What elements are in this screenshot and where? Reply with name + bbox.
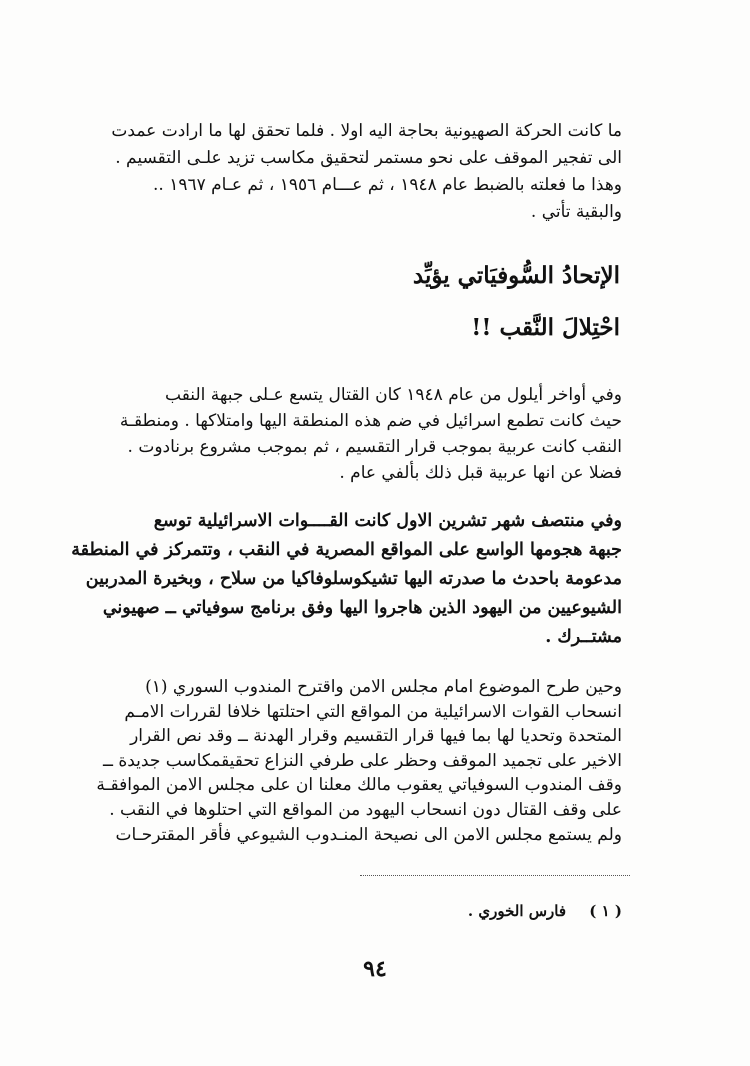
text-line: الاخير على تجميد الموقف وحظر على طرفي النزاع تحقيقمكاسب جديدة ــ bbox=[102, 750, 622, 771]
paragraph-security-council bbox=[96, 675, 622, 847]
paragraph-september bbox=[119, 382, 622, 486]
footnote-marker: ( ١ ) bbox=[589, 902, 622, 920]
page-number: ٩٤ bbox=[363, 956, 387, 982]
text-line: والبقية تأتي . bbox=[530, 202, 622, 222]
section-heading-line-1: الإتحادُ السُّوفيَاتي يؤيِّد bbox=[412, 262, 620, 289]
text-line: المتحدة وتحديا لها بما فيها قرار التقسيم وقرار الهدنة ــ وقد نص القرار bbox=[130, 726, 622, 747]
text-line: ولم يستمع مجلس الامن الى نصيحة المنـدوب الشيوعي فأقر المقترحـات bbox=[115, 824, 622, 845]
text-line: فضلا عن انها عربية قبل ذلك بألفي عام . bbox=[339, 463, 622, 483]
section-heading-line-2: احْتِلالَ النَّقب !! bbox=[471, 314, 620, 341]
text-line: وقف المندوب السوفياتي يعقوب مالك معلنا ان على مجلس الامن الموافقـة bbox=[96, 775, 622, 796]
text-line: وحين طرح الموضوع امام مجلس الامن واقترح المندوب السوري (١) bbox=[145, 677, 622, 697]
text-line: وفي منتصف شهر تشرين الاول كانت القــــوات الاسرائيلية توسع bbox=[153, 511, 622, 531]
text-line: ما كانت الحركة الصهيونية بحاجة اليه اولا . فلما تحقق لها ما ارادت عمدت bbox=[111, 121, 622, 141]
footnote bbox=[468, 902, 622, 920]
text-line: وهذا ما فعلته بالضبط عام ١٩٤٨ ، ثم عـــام ١٩٥٦ ، ثم عـام ١٩٦٧ .. bbox=[152, 175, 622, 195]
text-line: على وقف القتال دون انسحاب اليهود من المواقع التي احتلوها في النقب . bbox=[109, 799, 622, 820]
text-line: مشتــرك . bbox=[545, 627, 622, 647]
text-line: مدعومة باحدث ما صدرته اليها تشيكوسلوفاكيا من سلاح ، وبخيرة المدربين bbox=[85, 569, 622, 589]
text-line: وفي أواخر أيلول من عام ١٩٤٨ كان القتال يتسع عـلى جبهة النقب bbox=[165, 385, 622, 405]
text-line: انسحاب القوات الاسرائيلية من المواقع التي احتلتها خلافا لقررات الامـم bbox=[124, 701, 622, 722]
text-line: حيث كانت تطمع اسرائيل في ضم هذه المنطقة اليها وامتلاكها . ومنطقـة bbox=[119, 411, 622, 431]
paragraph-october-bold bbox=[71, 507, 622, 652]
footnote-divider bbox=[360, 875, 630, 876]
paragraph-intro bbox=[111, 118, 622, 226]
text-line: جبهة هجومها الواسع على المواقع المصرية في النقب ، وتتمركز في المنطقة bbox=[71, 540, 622, 560]
footnote-text: فارس الخوري . bbox=[467, 902, 567, 920]
text-line: الشيوعيين من اليهود الذين هاجروا اليها وفق برنامج سوفياتي ــ صهيوني bbox=[102, 598, 622, 618]
text-line: النقب كانت عربية بموجب قرار التقسيم ، ثم بموجب مشروع برنادوت . bbox=[127, 437, 622, 457]
text-line: الى تفجير الموقف على نحو مستمر لتحقيق مكاسب تزيد علـى التقسيم . bbox=[115, 148, 622, 168]
